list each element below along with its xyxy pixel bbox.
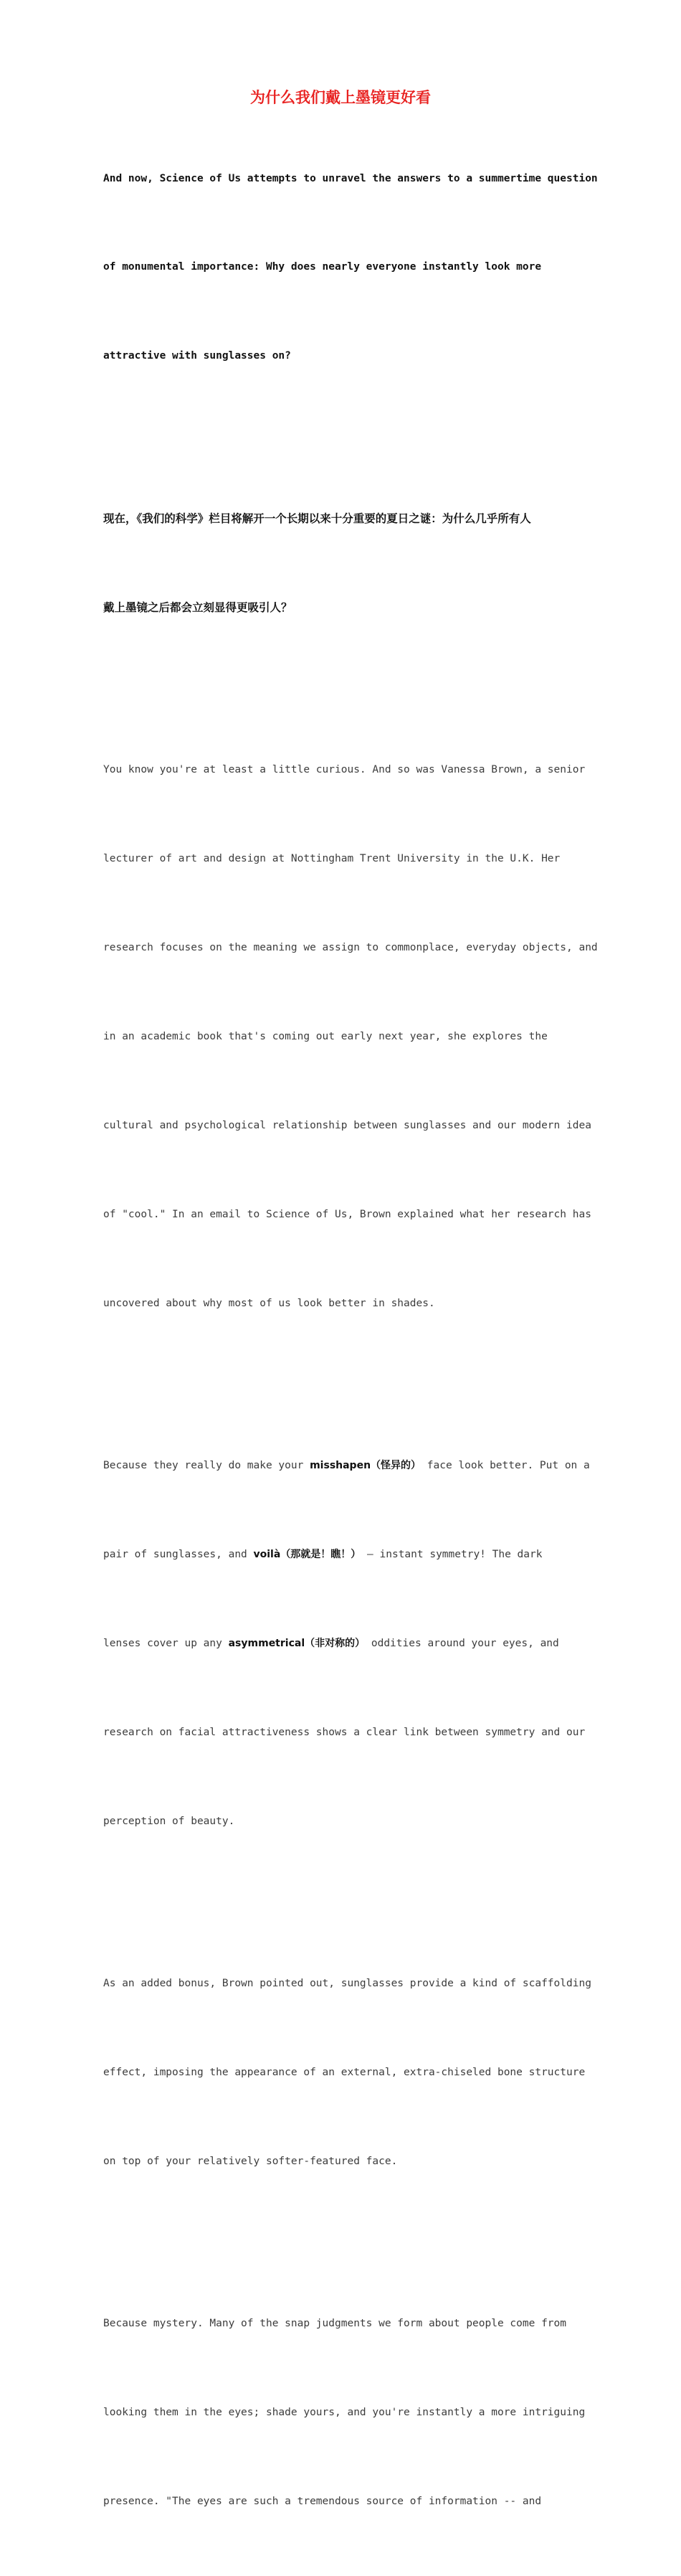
body-paragraph-scaffolding xyxy=(103,1910,591,2236)
text-line: research focuses on the meaning we assign to commonplace, everyday objects, and xyxy=(103,942,598,954)
page-title: 为什么我们戴上墨镜更好看 xyxy=(250,89,431,106)
text-line: on top of your relatively softer-featured face. xyxy=(103,2155,398,2167)
intro-paragraph-chinese xyxy=(103,445,581,681)
text-line: 戴上墨镜之后都会立刻显得更吸引人？ xyxy=(103,600,292,614)
text-line: And now, Science of Us attempts to unravel the answers to a summertime question xyxy=(103,172,598,184)
text-line: cultural and psychological relationship between sunglasses and our modern idea xyxy=(103,1119,591,1131)
text-line: You know you're at least a little curious. And so was Vanessa Brown, a senior xyxy=(103,764,586,776)
text-line: 现在，《我们的科学》栏目将解开一个长期以来十分重要的夏日之谜：为什么几乎所有人 xyxy=(103,511,531,525)
body-paragraph-mystery xyxy=(103,2250,586,2576)
text-line xyxy=(103,1540,581,1570)
document-body xyxy=(103,105,598,2576)
text-fragment: lenses cover up any xyxy=(103,1637,229,1649)
text-line: lecturer of art and design at Nottingham Trent University in the U.K. Her xyxy=(103,853,561,865)
text-line: in an academic book that's coming out early next year, she explores the xyxy=(103,1030,548,1042)
text-line: presence. "The eyes are such a tremendous source of information -- and xyxy=(103,2496,542,2508)
text-line: perception of beauty. xyxy=(103,1815,235,1827)
text-line: As an added bonus, Brown pointed out, sunglasses provide a kind of scaffolding xyxy=(103,1978,591,1990)
text-fragment: face look better. Put on a xyxy=(421,1460,590,1472)
text-line: of monumental importance: Why does nearly everyone instantly look more xyxy=(103,261,542,273)
intro-paragraph-english xyxy=(103,105,598,430)
text-line xyxy=(103,1451,590,1481)
vocab-term-misshapen: misshapen（怪异的） xyxy=(310,1460,422,1472)
text-fragment: oddities around your eyes, and xyxy=(365,1637,559,1649)
text-line: of "cool." In an email to Science of Us, Brown explained what her research has xyxy=(103,1208,591,1220)
text-line: looking them in the eyes; shade yours, and you're instantly a more intriguing xyxy=(103,2407,586,2419)
text-line: effect, imposing the appearance of an external, extra-chiseled bone structure xyxy=(103,2067,586,2078)
body-paragraph-symmetry xyxy=(103,1392,590,1895)
text-fragment: pair of sunglasses, and xyxy=(103,1548,254,1560)
text-line: attractive with sunglasses on? xyxy=(103,350,291,362)
text-line: research on facial attractiveness shows a clear link between symmetry and our xyxy=(103,1726,586,1738)
vocab-term-voila: voilà（那就是！瞧！） xyxy=(253,1548,361,1560)
text-fragment: – instant symmetry! The dark xyxy=(361,1548,543,1560)
body-paragraph-vanessa-brown xyxy=(103,697,598,1378)
text-line: Because mystery. Many of the snap judgments we form about people come from xyxy=(103,2318,567,2330)
vocab-term-asymmetrical: asymmetrical（非对称的） xyxy=(228,1637,366,1649)
text-line: uncovered about why most of us look better in shades. xyxy=(103,1297,435,1309)
text-line xyxy=(103,1629,581,1659)
text-fragment: Because they really do make your xyxy=(103,1460,310,1472)
